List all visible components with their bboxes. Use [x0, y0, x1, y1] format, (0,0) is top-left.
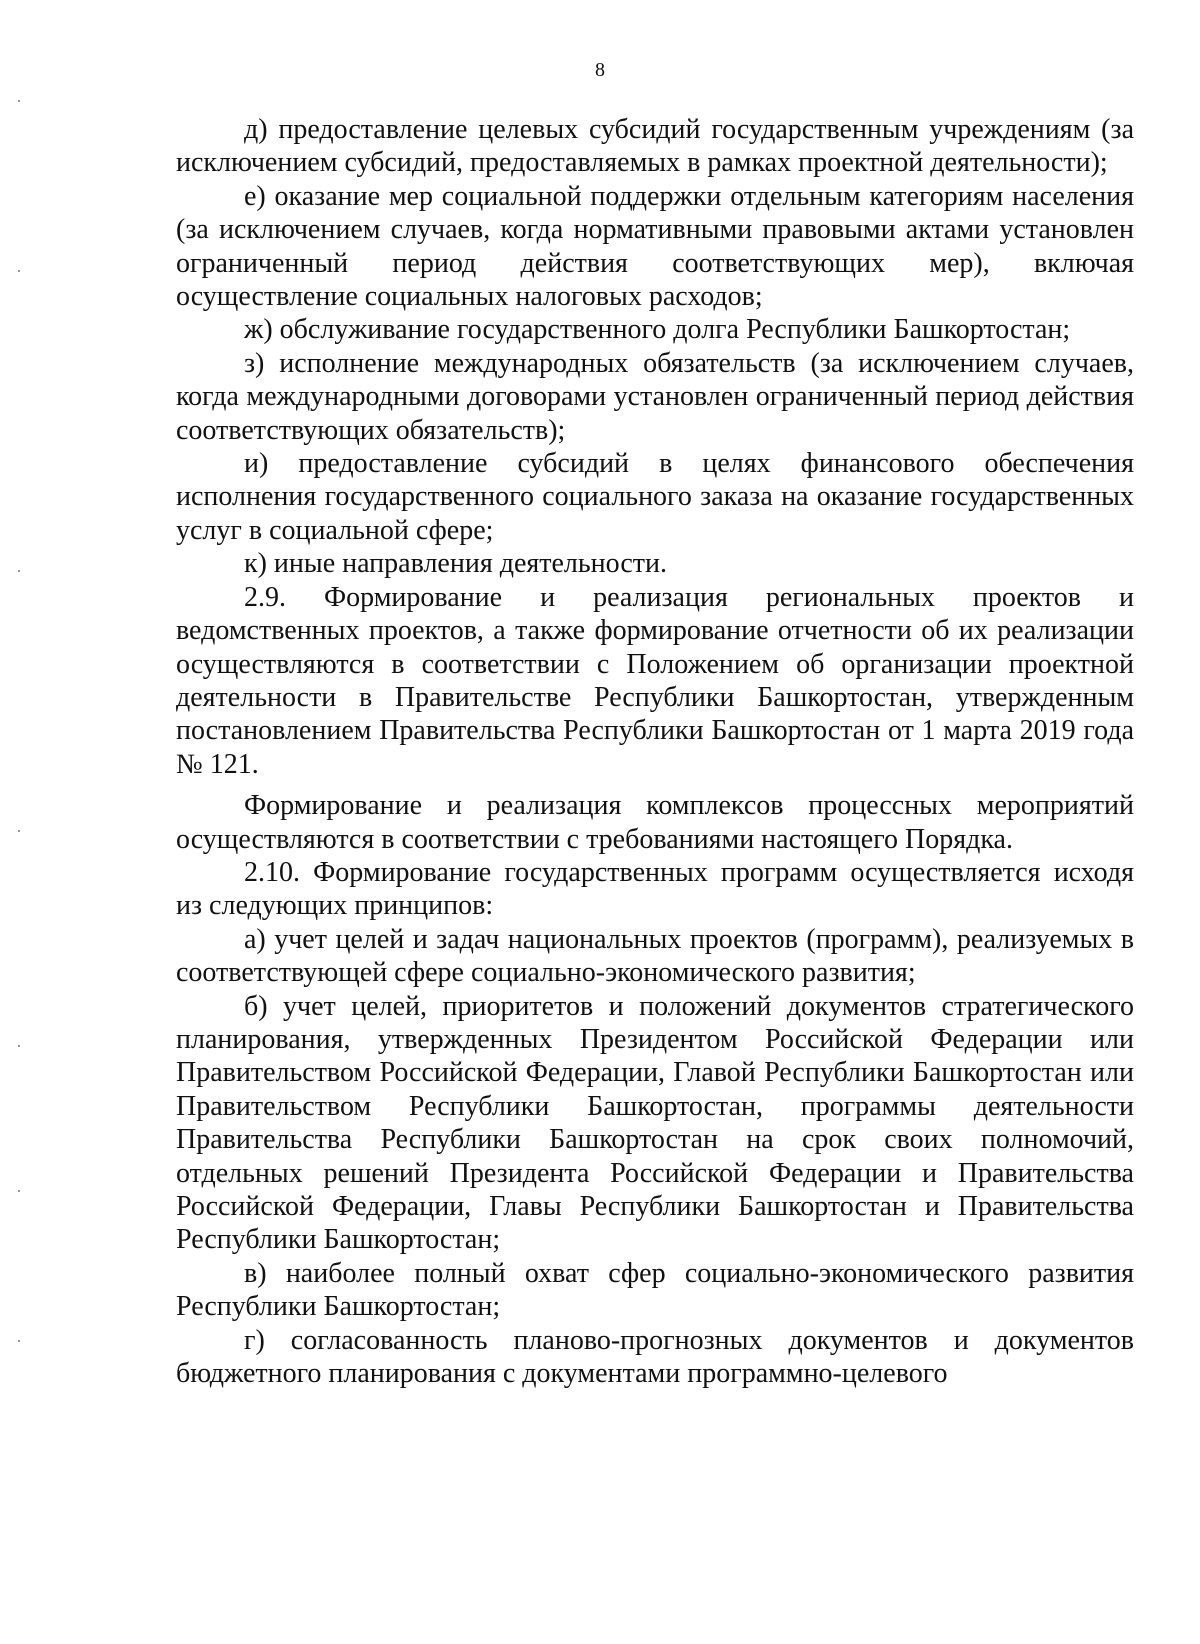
page-number: 8: [595, 59, 605, 81]
scan-mark: [18, 1045, 20, 1047]
scan-mark: [18, 100, 20, 102]
paragraph-2-9: 2.9. Формирование и реализация региональных проектов и ведомственных проектов, а также формирование отчетности об их реализации осуществляются в соответствии с Положением об организации проектной деятельности в Правительстве Республики Башкортостан, утвержденным постановлением Правительства Республики Башкортостан от 1 марта 2019 года № 121.: [176, 581, 1134, 780]
paragraph-2-10: 2.10. Формирование государственных программ осуществляется исходя из следующих принципов:: [176, 856, 1134, 922]
scan-mark: [18, 830, 20, 832]
paragraph-k-other: к) иные направления деятельности.: [244, 548, 667, 580]
paragraph-i-social-order: и) предоставление субсидий в целях финансового обеспечения исполнения государственного социального заказа на оказание государственных услуг в социальной сфере;: [176, 448, 1134, 546]
scan-mark: [18, 1190, 20, 1192]
paragraph-v-coverage: в) наиболее полный охват сфер социально-экономического развития Республики Башкортостан;: [176, 1257, 1134, 1323]
paragraph-z-international-obligations: з) исполнение международных обязательств (за исключением случаев, когда международными договорами установлен ограниченный период действия соответствующих обязательств);: [176, 347, 1134, 446]
scan-mark: [18, 570, 20, 572]
scan-mark: [18, 270, 20, 272]
paragraph-a-national-projects: а) учет целей и задач национальных проектов (программ), реализуемых в соответствующей сфере социально-экономического развития;: [176, 923, 1134, 989]
scan-mark: [18, 1340, 20, 1342]
document-body: [176, 113, 1134, 1390]
paragraph-e-social-support: е) оказание мер социальной поддержки отдельным категориям населения (за исключением случаев, когда нормативными правовыми актами установлен ограниченный период действия соответствующих мер), включая осуществление социальных налоговых расходов;: [176, 180, 1134, 313]
paragraph-b-strategic-planning: б) учет целей, приоритетов и положений документов стратегического планирования, утвержденных Президентом Российской Федерации или Правительством Российской Федерации, Главой Республики Башкортостан или Правительством Республики Башкортостан, программы деятельности Правительства Республики Башкортостан на срок своих полномочий, отдельных решений Президента Российской Федерации и Правительства Российской Федерации, Главы Республики Башкортостан и Правительства Республики Башкортостан;: [176, 990, 1134, 1256]
paragraph-process-complexes: Формирование и реализация комплексов процессных мероприятий осуществляются в соответствии с требованиями настоящего Порядка.: [176, 790, 1134, 855]
paragraph-zh-state-debt: ж) обслуживание государственного долга Республики Башкортостан;: [244, 314, 1071, 346]
paragraph-g-consistency: г) согласованность планово-прогнозных документов и документов бюджетного планирования с документами программно-целевого: [176, 1324, 1134, 1390]
paragraph-d-subsidies: д) предоставление целевых субсидий государственным учреждениям (за исключением субсидий, предоставляемых в рамках проектной деятельности);: [176, 114, 1134, 179]
